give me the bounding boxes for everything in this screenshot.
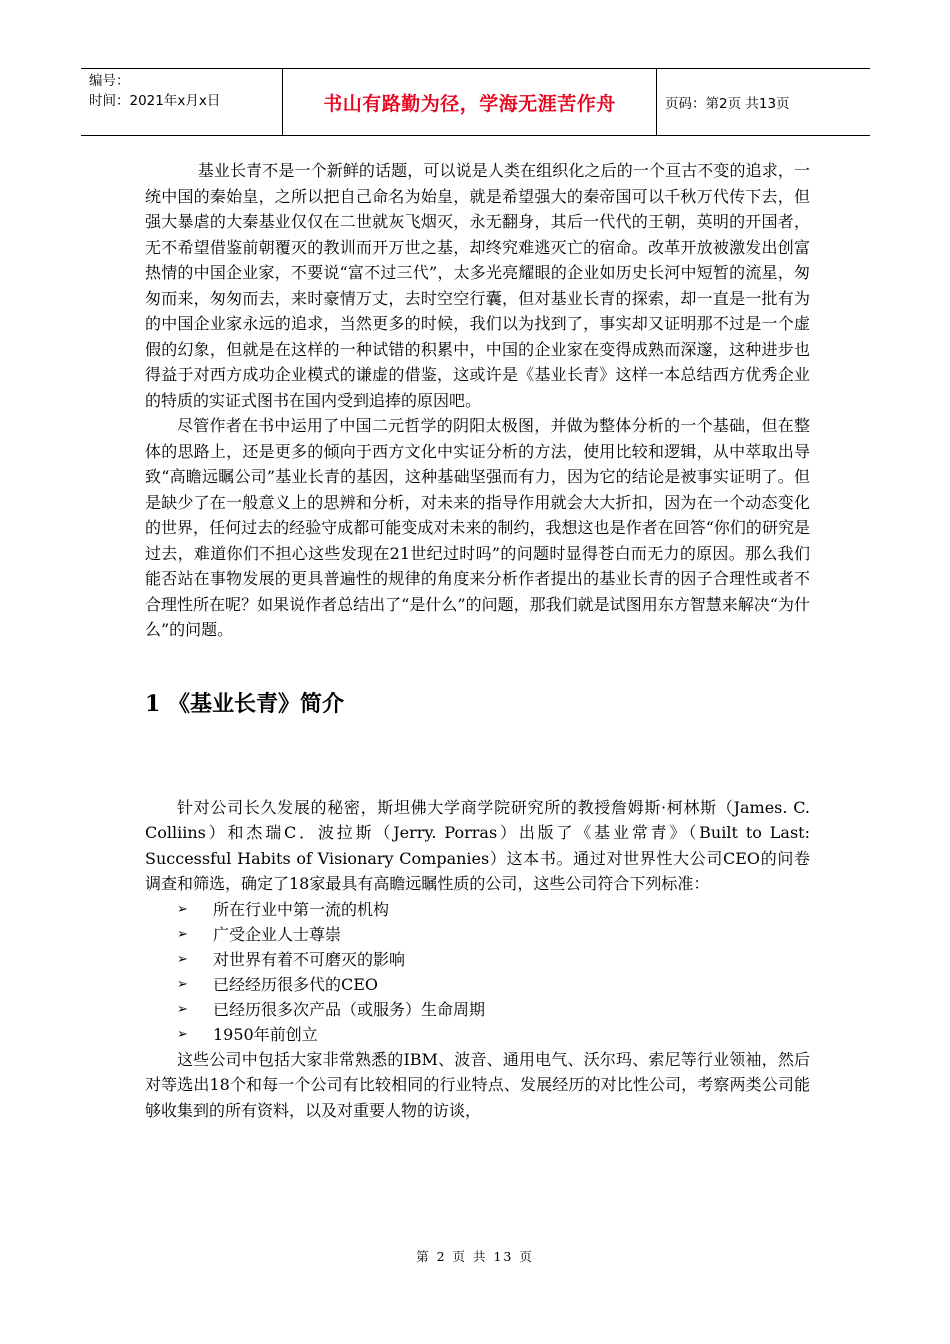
arrow-bullet-icon: ➢ <box>177 951 188 967</box>
list-item <box>177 897 810 922</box>
arrow-bullet-icon: ➢ <box>177 926 188 942</box>
arrow-bullet-icon: ➢ <box>177 976 188 992</box>
list-item <box>177 1022 810 1047</box>
section-heading: 1 《基业长青》简介 <box>145 690 344 717</box>
header-time-label: 时间：2021年x月x日 <box>89 93 221 109</box>
criteria-list <box>145 897 810 1047</box>
list-item-text: 所在行业中第一流的机构 <box>213 899 390 919</box>
list-item-text: 广受企业人士尊崇 <box>213 924 342 944</box>
list-item-text: 对世界有着不可磨灭的影响 <box>213 949 406 969</box>
page-footer: 第 2 页 共 13 页 <box>416 1249 534 1264</box>
header-motto: 书山有路勤为径，学海无涯苦作舟 <box>283 69 657 135</box>
list-item-text: 已经经历很多代的CEO <box>213 974 379 994</box>
paragraph-intro: 基业长青不是一个新鲜的话题，可以说是人类在组织化之后的一个亘古不变的追求，一统中国的秦始皇，之所以把自己命名为始皇，就是希望强大的秦帝国可以千秋万代传下去，但强大暴虐的大秦基业仅仅在二世就灰飞烟灭，永无翻身，其后一代代的王朝，英明的开国者，无不希望借鉴前朝覆灭的教训而开万世之基，却终究难逃灭亡的宿命。改革开放被激发出创富热情的中国企业家，不要说“富不过三代”，太多光亮耀眼的企业如历史长河中短暂的流星，匆匆而来，匆匆而去，来时豪情万丈，去时空空行囊，但对基业长青的探索，却一直是一批有为的中国企业家永远的追求，当然更多的时候，我们以为找到了，事实却又证明那不过是一个虚假的幻象，但就是在这样的一种试错的积累中，中国的企业家在变得成熟而深邃，这种进步也得益于对西方成功企业模式的谦虚的借鉴，这或许是《基业长青》这样一本总结西方优秀企业的特质的实证式图书在国内受到追捧的原因吧。 <box>145 161 810 410</box>
header-meta <box>81 69 283 135</box>
paragraph-book-intro: 针对公司长久发展的秘密，斯坦佛大学商学院研究所的教授詹姆斯·柯林斯（James. C. Colliins）和杰瑞C．波拉斯（Jerry. Porras）出版了《基业常青》（Built to Last: Successful Habits of Visionary Companies）这本书。通过对世界性大公司CEO的问卷调查和筛选，确定了18家最具有高瞻远瞩性质的公司，这些公司符合下列标准： <box>145 797 810 893</box>
list-item <box>177 947 810 972</box>
document-header <box>81 68 870 136</box>
paragraph-analysis: 尽管作者在书中运用了中国二元哲学的阴阳太极图，并做为整体分析的一个基础，但在整体的思路上，还是更多的倾向于西方文化中实证分析的方法，使用比较和逻辑，从中萃取出导致“高瞻远瞩公司”基业长青的基因，这种基础坚强而有力，因为它的结论是被事实证明了。但是缺少了在一般意义上的思辨和分析，对未来的指导作用就会大大折扣，因为在一个动态变化的世界，任何过去的经验守成都可能变成对未来的制约，我想这也是作者在回答“你们的研究是过去，难道你们不担心这些发现在21世纪过时吗”的问题时显得苍白而无力的原因。那么我们能否站在事物发展的更具普遍性的规律的角度来分析作者提出的基业长青的因子合理性或者不合理性所在呢？如果说作者总结出了“是什么”的问题，那我们就是试图用东方智慧来解决“为什么”的问题。 <box>145 416 810 639</box>
arrow-bullet-icon: ➢ <box>177 1001 188 1017</box>
header-number-label: 编号： <box>89 73 130 89</box>
arrow-bullet-icon: ➢ <box>177 901 188 917</box>
list-item <box>177 922 810 947</box>
list-item-text: 1950年前创立 <box>213 1024 318 1044</box>
list-item <box>177 997 810 1022</box>
list-item <box>177 972 810 997</box>
paragraph-companies: 这些公司中包括大家非常熟悉的IBM、波音、通用电气、沃尔玛、索尼等行业领袖，然后对等选出18个和每一个公司有比较相同的行业特点、发展经历的对比性公司，考察两类公司能够收集到的所有资料，以及对重要人物的访谈， <box>145 1049 810 1120</box>
arrow-bullet-icon: ➢ <box>177 1026 188 1042</box>
list-item-text: 已经历很多次产品（或服务）生命周期 <box>213 999 486 1019</box>
document-body <box>145 158 810 1123</box>
header-page-info: 页码：第2页 共13页 <box>665 96 790 112</box>
